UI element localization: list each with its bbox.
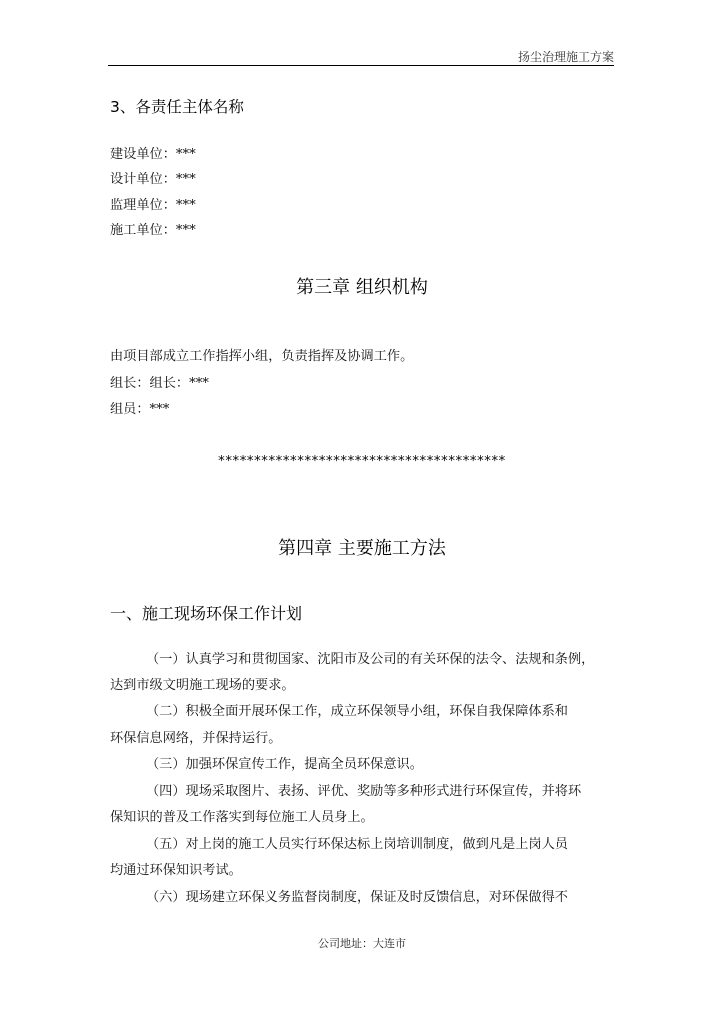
header-rule	[108, 65, 614, 66]
leader-line: 组长：组长：***	[110, 376, 209, 391]
paragraph-line: （三）加强环保宣传工作，提高全员环保意识。	[146, 757, 423, 772]
supervisor-line: 监理单位：***	[110, 198, 196, 213]
paragraph-line: 由项目部成立工作指挥小组，负责指挥及协调工作。	[110, 349, 414, 364]
paragraph-line: （四）现场采取图片、表扬、评优、奖励等多种形式进行环保宣传，并将环	[146, 784, 582, 799]
paragraph-line: （五）对上岗的施工人员实行环保达标上岗培训制度，做到凡是上岗人员	[146, 837, 568, 852]
paragraph-line: （六）现场建立环保义务监督岗制度，保证及时反馈信息，对环保做得不	[146, 890, 568, 905]
paragraph-line: 保知识的普及工作落实到每位施工人员身上。	[110, 810, 374, 825]
paragraph-line: （二）积极全面开展环保工作，成立环保领导小组，环保自我保障体系和	[146, 704, 568, 719]
chapter-title: 第三章 组织机构	[296, 277, 428, 298]
paragraph-line: （一）认真学习和贯彻国家、沈阳市及公司的有关环保的法令、法规和条例，	[146, 652, 595, 667]
paragraph-line: 环保信息网络，并保持运行。	[110, 731, 282, 746]
running-header: 扬尘治理施工方案	[517, 50, 614, 64]
contractor-line: 施工单位：***	[110, 223, 196, 238]
asterisk-separator: ****************************************	[218, 454, 506, 469]
designer-line: 设计单位：***	[110, 172, 196, 187]
owner-line: 建设单位：***	[110, 147, 196, 162]
section-heading: 3、各责任主体名称	[110, 98, 244, 116]
page-footer: 公司地址：大连市	[318, 937, 406, 950]
subsection-heading: 一、施工现场环保工作计划	[110, 604, 303, 623]
member-line: 组员：***	[110, 402, 170, 417]
chapter-title: 第四章 主要施工方法	[278, 538, 446, 559]
paragraph-line: 均通过环保知识考试。	[110, 863, 242, 878]
paragraph-line: 达到市级文明施工现场的要求。	[110, 678, 295, 693]
